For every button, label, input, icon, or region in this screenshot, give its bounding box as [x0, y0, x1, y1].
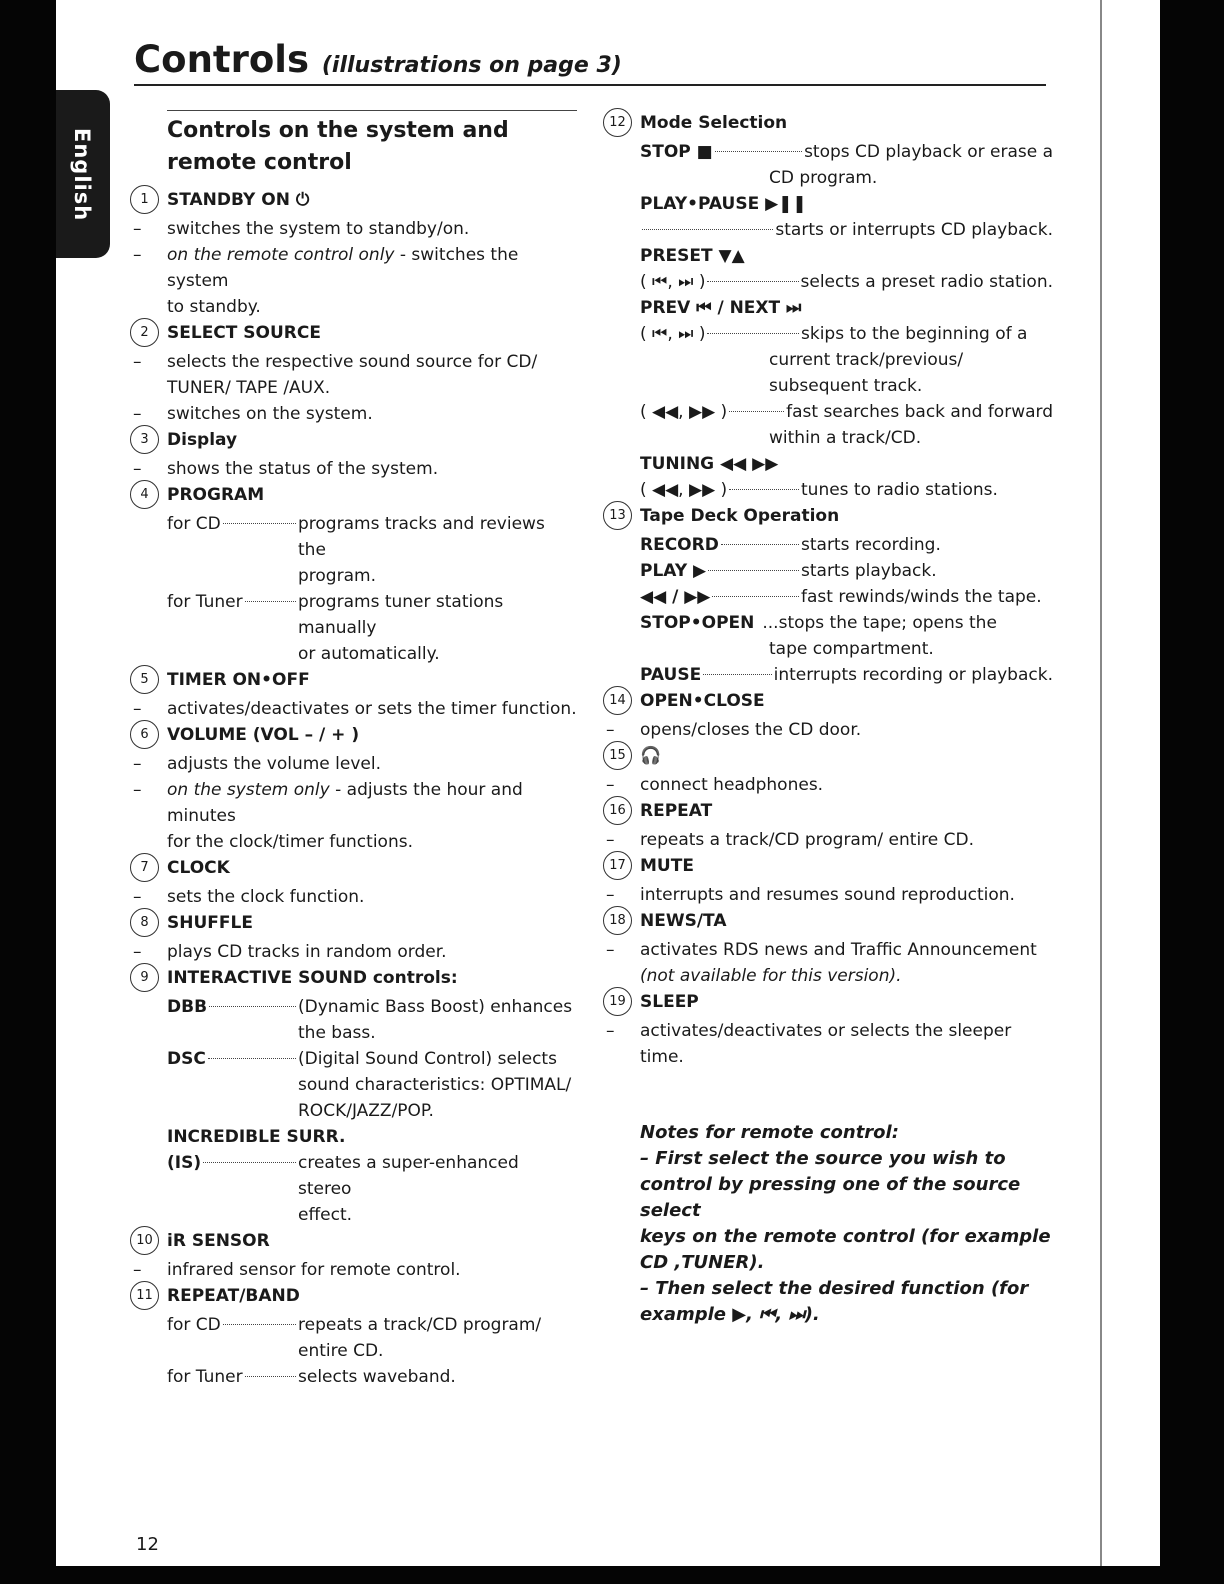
- description: – shows the status of the system.: [130, 456, 580, 482]
- definition-value: fast rewinds/winds the tape.: [801, 587, 1042, 607]
- item-number: 16: [603, 796, 632, 825]
- definition-row: [640, 477, 1053, 503]
- item-number: 18: [603, 906, 632, 935]
- definition-heading: PRESET ▼▲: [640, 246, 745, 266]
- section-heading-line2: remote control: [167, 150, 352, 175]
- definition-cont: within a track/CD.: [769, 428, 922, 448]
- definition-label: (IS): [167, 1153, 202, 1173]
- definition-value: fast searches back and forward: [786, 402, 1053, 422]
- definition-cont: effect.: [298, 1205, 353, 1225]
- notes-line: – First select the source you wish to: [640, 1148, 1006, 1169]
- definition-label: DSC: [167, 1049, 206, 1069]
- control-display: [130, 427, 580, 456]
- definition-row: [167, 1364, 577, 1390]
- page-title: [134, 38, 622, 81]
- description-text: repeats a track/CD program/ entire CD.: [640, 830, 975, 850]
- definition-label: for CD: [167, 1315, 221, 1335]
- definition-row: [640, 217, 1053, 243]
- description-text: shows the status of the system.: [167, 459, 439, 479]
- definition-row: [167, 589, 577, 641]
- control-label: NEWS/TA: [640, 911, 727, 931]
- definition-value: starts recording.: [801, 535, 941, 555]
- definition-value: stops CD playback or erase a: [804, 142, 1053, 162]
- headphones-icon: 🎧: [640, 746, 662, 766]
- description: – adjusts the volume level.: [130, 751, 580, 777]
- definition-row: [640, 321, 1053, 347]
- item-number: 15: [603, 741, 632, 770]
- item-number: 2: [130, 318, 159, 347]
- definition-label: ( ⏮, ⏭ ): [640, 324, 706, 344]
- description-cont: TUNER/ TAPE /AUX.: [167, 378, 331, 398]
- control-label: REPEAT: [640, 801, 713, 821]
- definition-cont: tape compartment.: [769, 639, 934, 659]
- control-mode-selection: [603, 110, 1053, 139]
- definition-value: starts or interrupts CD playback.: [775, 220, 1053, 240]
- item-number: 4: [130, 480, 159, 509]
- control-label: SLEEP: [640, 992, 699, 1012]
- definition-label: for Tuner: [167, 592, 243, 612]
- definition-row: [167, 1312, 577, 1338]
- section-heading-line1: Controls on the system and: [167, 118, 509, 143]
- definition-cont: ROCK/JAZZ/POP.: [298, 1101, 434, 1121]
- item-number: 1: [130, 185, 159, 214]
- definition-label: STOP ■: [640, 142, 713, 162]
- item-number: 12: [603, 108, 632, 137]
- control-label: SELECT SOURCE: [167, 323, 321, 343]
- control-label: Display: [167, 430, 238, 450]
- item-number: 3: [130, 425, 159, 454]
- description-text: - adjusts the hour and minutes: [167, 780, 523, 826]
- description-text: interrupts and resumes sound reproduction.: [640, 885, 1015, 905]
- description: – opens/closes the CD door.: [603, 717, 1053, 743]
- control-tape-deck: [603, 503, 1053, 532]
- definition-row: [167, 994, 577, 1020]
- definition-label: RECORD: [640, 535, 719, 555]
- language-tab-label: English: [70, 128, 94, 222]
- item-number: 9: [130, 963, 159, 992]
- description: – infrared sensor for remote control.: [130, 1257, 580, 1283]
- control-label: STANDBY ON ⏻: [167, 190, 310, 210]
- control-label: Tape Deck Operation: [640, 506, 840, 526]
- definition-cont: CD program.: [769, 168, 878, 188]
- title-rule: [134, 84, 1046, 86]
- control-label: Mode Selection: [640, 113, 788, 133]
- scan-border-bottom: [0, 1566, 1224, 1584]
- definition-label: for CD: [167, 514, 221, 534]
- control-timer: [130, 667, 580, 696]
- page-number: 12: [136, 1534, 159, 1555]
- section-rule: [167, 110, 577, 111]
- control-shuffle: [130, 910, 580, 939]
- definition-value: programs tuner stations manually: [298, 592, 504, 638]
- definition-value: starts playback.: [801, 561, 937, 581]
- control-repeat-band: [130, 1283, 580, 1312]
- control-label: iR SENSOR: [167, 1231, 270, 1251]
- description: – sets the clock function.: [130, 884, 580, 910]
- control-sleep: [603, 989, 1053, 1018]
- page-title-note: (illustrations on page 3): [321, 53, 622, 78]
- control-headphones: [603, 743, 1053, 772]
- definition-cont: the bass.: [298, 1023, 376, 1043]
- control-open-close: [603, 688, 1053, 717]
- definition-label: for Tuner: [167, 1367, 243, 1387]
- definition-row: [167, 511, 577, 563]
- scan-border-right: [1160, 0, 1224, 1584]
- description: – activates/deactivates or sets the timer function.: [130, 696, 580, 722]
- description: – activates RDS news and Traffic Announcement: [603, 937, 1053, 963]
- definition-value: (Dynamic Bass Boost) enhances: [298, 997, 573, 1017]
- description-text: adjusts the volume level.: [167, 754, 382, 774]
- notes-line: keys on the remote control (for example: [640, 1226, 1051, 1247]
- description: – selects the respective sound source for CD/: [130, 349, 580, 375]
- description-text: opens/closes the CD door.: [640, 720, 862, 740]
- item-number: 11: [130, 1281, 159, 1310]
- item-number: 5: [130, 665, 159, 694]
- definition-cont: sound characteristics: OPTIMAL/: [298, 1075, 572, 1095]
- definition-value: skips to the beginning of a: [801, 324, 1028, 344]
- definition-heading: TUNING ◀◀ ▶▶: [640, 454, 779, 474]
- definition-label: ( ◀◀, ▶▶ ): [640, 402, 728, 422]
- right-column: [603, 110, 1053, 1328]
- item-number: 14: [603, 686, 632, 715]
- notes-line: example ▶, ⏮, ⏭).: [640, 1304, 820, 1325]
- control-label: CLOCK: [167, 858, 230, 878]
- description-cont: to standby.: [167, 297, 261, 317]
- item-number: 17: [603, 851, 632, 880]
- notes-line: control by pressing one of the source select: [640, 1174, 1021, 1221]
- description-text: infrared sensor for remote control.: [167, 1260, 461, 1280]
- item-number: 7: [130, 853, 159, 882]
- description-text: - switches the system: [167, 245, 519, 291]
- description: – switches the system to standby/on.: [130, 216, 580, 242]
- definition-value: selects a preset radio station.: [800, 272, 1053, 292]
- description: – plays CD tracks in random order.: [130, 939, 580, 965]
- definition-heading: PREV ⏮ / NEXT ⏭: [640, 298, 802, 318]
- definition-label: PAUSE: [640, 665, 702, 685]
- control-label: MUTE: [640, 856, 694, 876]
- control-program: [130, 482, 580, 511]
- description-italic: on the system only: [167, 780, 330, 800]
- language-tab: [56, 90, 110, 258]
- control-label: VOLUME (VOL – / + ): [167, 725, 360, 745]
- item-number: 19: [603, 987, 632, 1016]
- description-text: sets the clock function.: [167, 887, 365, 907]
- definition-heading: INCREDIBLE SURR.: [167, 1127, 346, 1147]
- control-repeat: [603, 798, 1053, 827]
- left-column: [130, 110, 580, 1390]
- control-label: SHUFFLE: [167, 913, 253, 933]
- control-label: REPEAT/BAND: [167, 1286, 300, 1306]
- description: – on the remote control only - switches the system: [133, 245, 519, 291]
- item-number: 10: [130, 1226, 159, 1255]
- description-text: switches on the system.: [167, 404, 373, 424]
- scan-edge-line: [1100, 0, 1102, 1584]
- definition-row: [640, 584, 1053, 610]
- item-number: 8: [130, 908, 159, 937]
- definition-row: [640, 532, 1053, 558]
- definition-label: ◀◀ / ▶▶: [640, 587, 711, 607]
- notes-line: – Then select the desired function (for: [640, 1278, 1029, 1299]
- definition-value: tunes to radio stations.: [801, 480, 998, 500]
- control-label: PROGRAM: [167, 485, 265, 505]
- definition-row: [640, 558, 1053, 584]
- definition-value: interrupts recording or playback.: [773, 665, 1053, 685]
- description-text: connect headphones.: [640, 775, 824, 795]
- definition-row: [640, 269, 1053, 295]
- scan-border-left: [0, 0, 56, 1584]
- description-italic: on the remote control only: [167, 245, 395, 265]
- definition-cont: program.: [298, 566, 376, 586]
- description-text: activates/deactivates or sets the timer function.: [167, 699, 577, 719]
- description-cont: for the clock/timer functions.: [167, 832, 413, 852]
- definition-value: creates a super-enhanced stereo: [298, 1153, 519, 1199]
- definition-row: [167, 1046, 577, 1072]
- control-ir-sensor: [130, 1228, 580, 1257]
- control-label: INTERACTIVE SOUND controls:: [167, 968, 458, 988]
- definition-value: programs tracks and reviews the: [298, 514, 545, 560]
- description-text: activates RDS news and Traffic Announcement: [640, 940, 1037, 960]
- control-volume: [130, 722, 580, 751]
- definition-label: DBB: [167, 997, 208, 1017]
- definition-row: [167, 1150, 577, 1202]
- description-text: plays CD tracks in random order.: [167, 942, 447, 962]
- description-text: switches the system to standby/on.: [167, 219, 470, 239]
- definition-row: [640, 399, 1053, 425]
- remote-notes: [640, 1120, 1053, 1328]
- definition-row: [640, 662, 1053, 688]
- description-text: activates/deactivates or selects the sleeper time.: [640, 1021, 1012, 1067]
- control-mute: [603, 853, 1053, 882]
- description: – switches on the system.: [130, 401, 580, 427]
- description: – interrupts and resumes sound reproduction.: [603, 882, 1053, 908]
- definition-value: repeats a track/CD program/: [298, 1315, 542, 1335]
- definition-label: ( ◀◀, ▶▶ ): [640, 480, 728, 500]
- control-interactive-sound: [130, 965, 580, 994]
- control-label: TIMER ON•OFF: [167, 670, 310, 690]
- definition-cont: entire CD.: [298, 1341, 384, 1361]
- control-select-source: [130, 320, 580, 349]
- control-label: OPEN•CLOSE: [640, 691, 765, 711]
- control-standby: [130, 187, 580, 216]
- definition-label: STOP•OPEN: [640, 613, 755, 633]
- definition-value: selects waveband.: [298, 1367, 456, 1387]
- definition-cont: subsequent track.: [769, 376, 923, 396]
- definition-label: PLAY ▶: [640, 561, 707, 581]
- notes-line: CD ,TUNER).: [640, 1252, 765, 1273]
- item-number: 13: [603, 501, 632, 530]
- definition-heading: PLAY•PAUSE ▶❚❚: [640, 194, 807, 214]
- page-title-text: Controls: [134, 38, 309, 81]
- description-text: selects the respective sound source for CD/: [167, 352, 538, 372]
- control-clock: [130, 855, 580, 884]
- description: – on the system only - adjusts the hour and minutes: [133, 780, 523, 826]
- description: – connect headphones.: [603, 772, 1053, 798]
- definition-value: (Digital Sound Control) selects: [298, 1049, 557, 1069]
- description: – repeats a track/CD program/ entire CD.: [603, 827, 1053, 853]
- control-news-ta: [603, 908, 1053, 937]
- definition-value: ...stops the tape; opens the: [762, 613, 997, 633]
- description: – activates/deactivates or selects the sleeper time.: [603, 1018, 1053, 1070]
- definition-row: [640, 610, 1053, 636]
- definition-row: [640, 139, 1053, 165]
- item-number: 6: [130, 720, 159, 749]
- description-cont: (not available for this version).: [640, 966, 902, 986]
- definition-label: ( ⏮, ⏭ ): [640, 272, 706, 292]
- definition-cont: or automatically.: [298, 644, 440, 664]
- definition-cont: current track/previous/: [769, 350, 964, 370]
- notes-title: Notes for remote control:: [640, 1122, 899, 1143]
